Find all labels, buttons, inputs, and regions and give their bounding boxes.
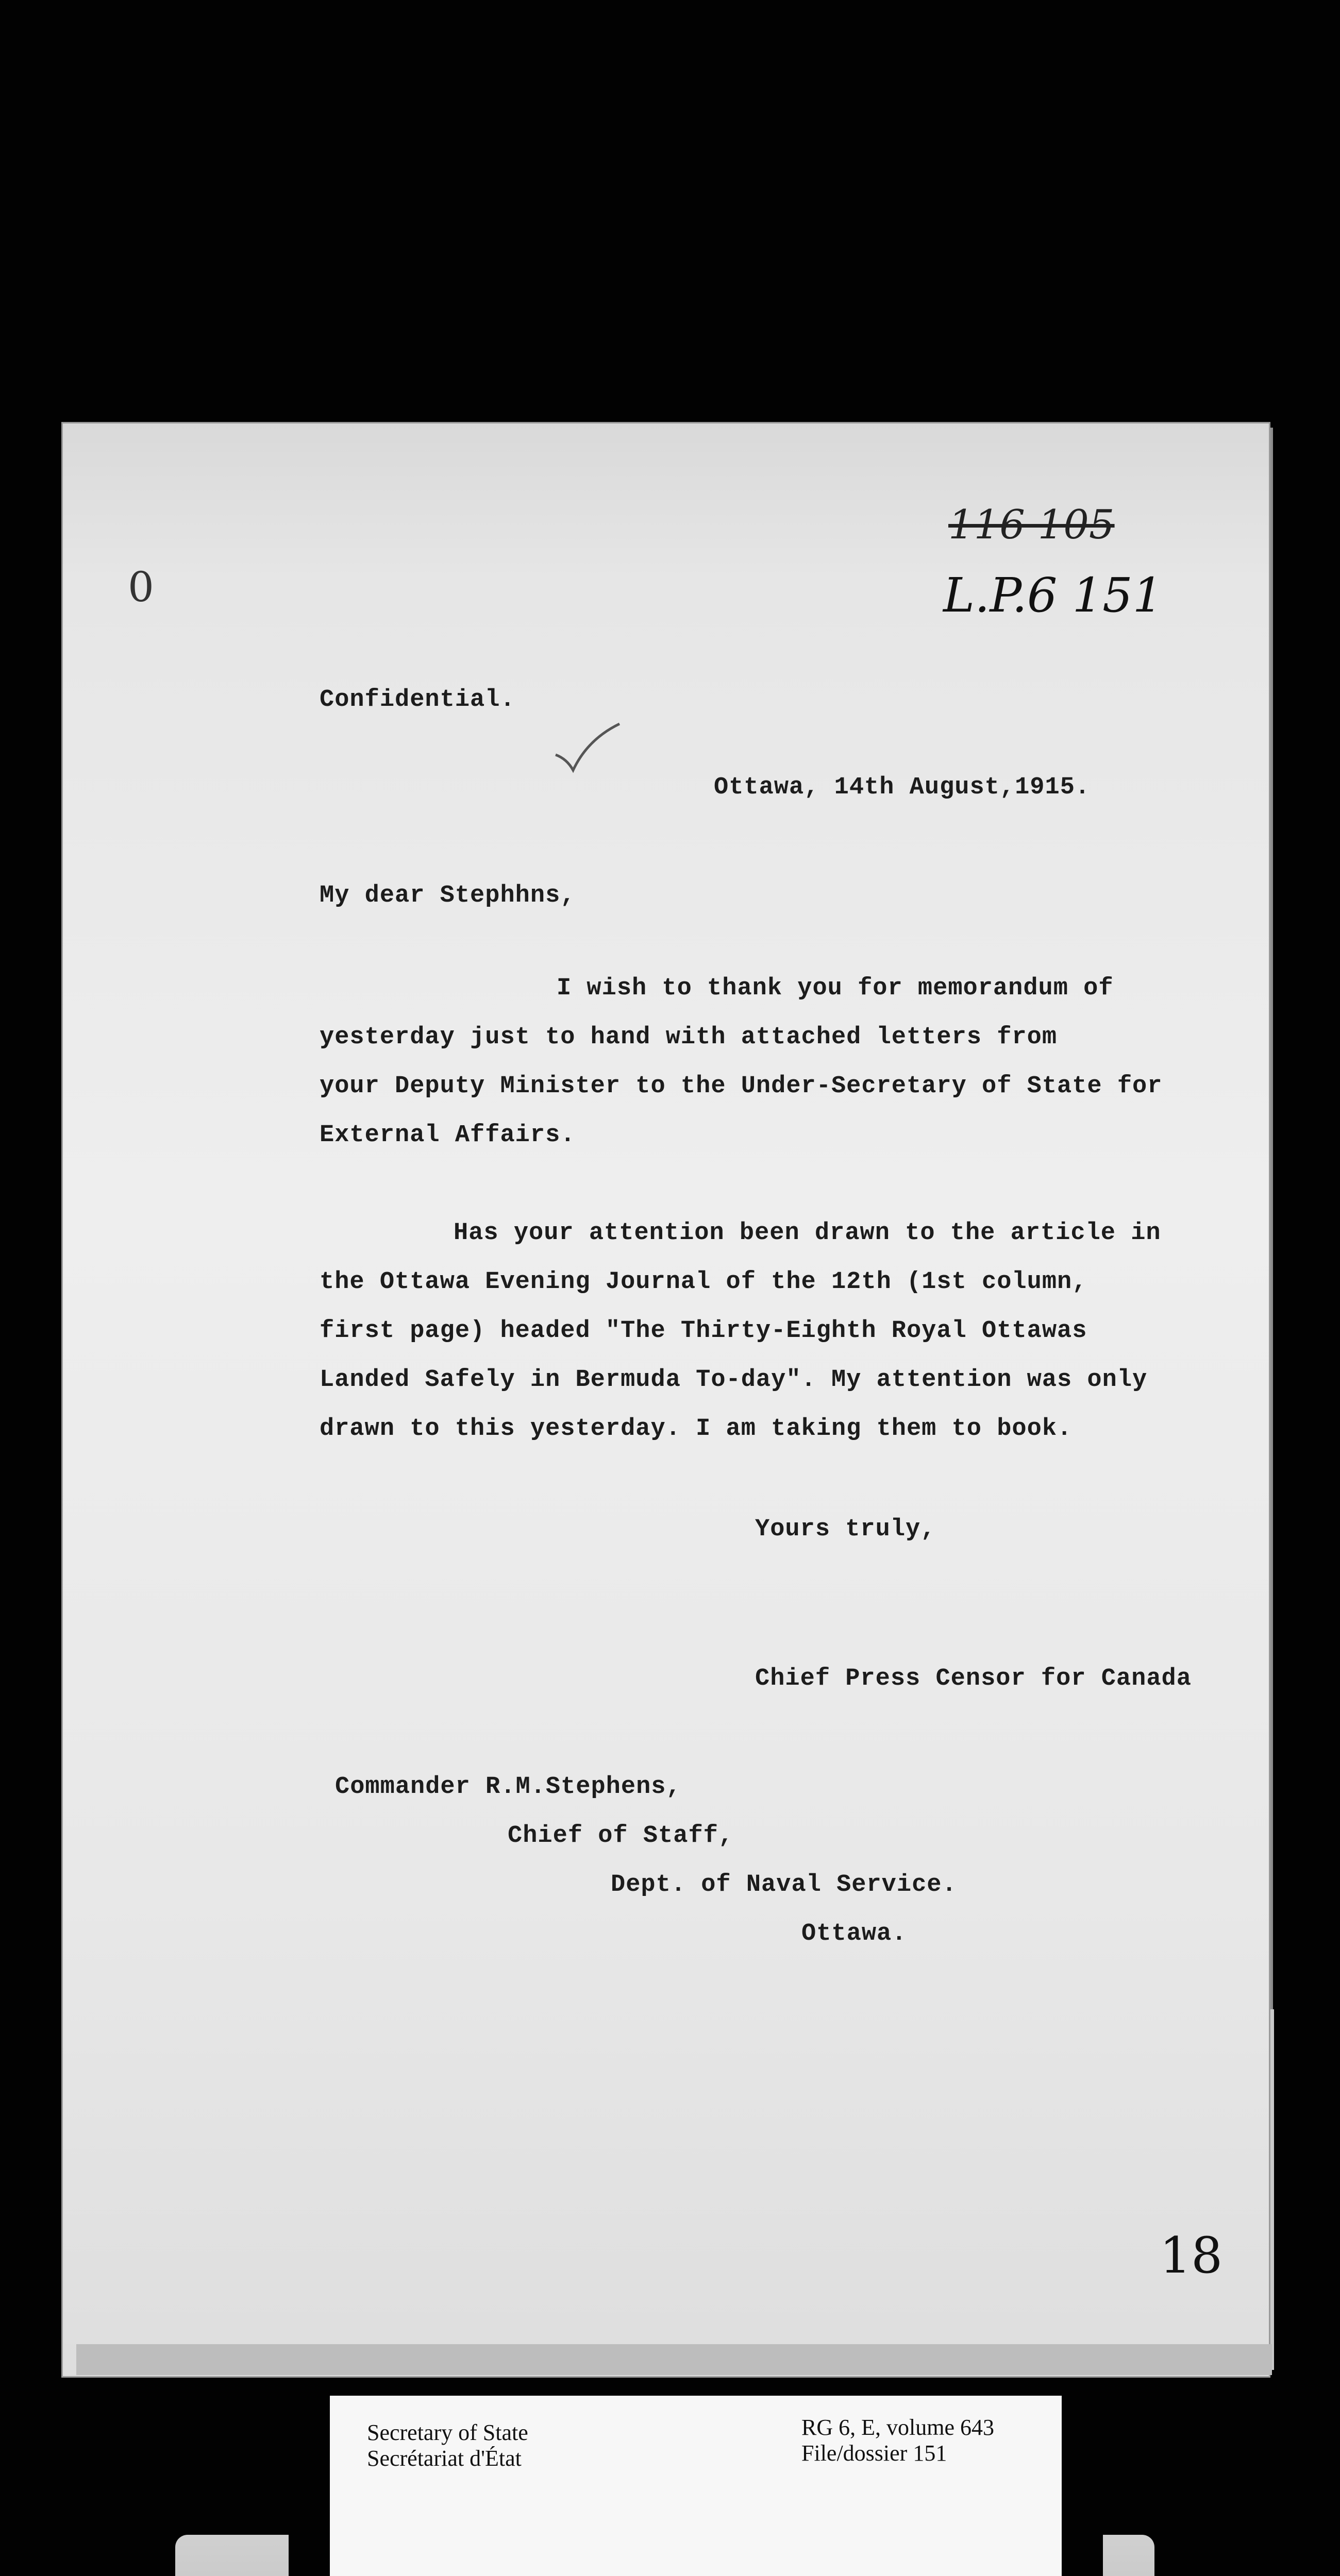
paragraph2-line: the Ottawa Evening Journal of the 12th (1st column,	[320, 1268, 1087, 1296]
paragraph1-line: your Deputy Minister to the Under-Secretary of State for	[320, 1073, 1163, 1100]
paragraph2-line: first page) headed "The Thirty-Eighth Royal Ottawas	[320, 1317, 1087, 1345]
paragraph1-line: yesterday just to hand with attached letters from	[320, 1024, 1058, 1051]
page-number: 18	[1160, 2227, 1223, 2284]
addressee-line: Ottawa.	[801, 1920, 907, 1947]
letter-dateline: Ottawa, 14th August,1915.	[714, 774, 1091, 801]
margin-mark: 0	[128, 563, 154, 611]
addressee-line: Commander R.M.Stephens,	[335, 1773, 681, 1801]
letter-closing: Yours truly,	[755, 1516, 936, 1543]
label-reference: RG 6, E, volume 643	[801, 2415, 994, 2440]
label-file: File/dossier 151	[801, 2441, 947, 2466]
paragraph2-line: drawn to this yesterday. I am taking them to book.	[320, 1415, 1073, 1443]
paragraph2-line: Has your attention been drawn to the article in	[454, 1219, 1161, 1247]
stand-notch	[1057, 2535, 1103, 2576]
signature-title: Chief Press Censor for Canada	[755, 1665, 1192, 1692]
letter-salutation: My dear Stephhns,	[320, 882, 576, 909]
handwritten-file-number: L.P.6 151	[943, 568, 1163, 623]
letter-heading: Confidential.	[320, 686, 515, 714]
pencil-check-mark	[551, 719, 624, 781]
struck-file-number: 116 105	[948, 502, 1115, 548]
stand-notch	[289, 2535, 335, 2576]
addressee-line: Chief of Staff,	[508, 1822, 734, 1850]
paragraph2-line: Landed Safely in Bermuda To-day". My attention was only	[320, 1366, 1148, 1394]
paragraph1-line: I wish to thank you for memorandum of	[557, 975, 1114, 1002]
label-fonds-fr: Secrétariat d'État	[367, 2446, 522, 2471]
paragraph1-line: External Affairs.	[320, 1122, 576, 1149]
addressee-line: Dept. of Naval Service.	[611, 1871, 957, 1899]
letter-page	[63, 423, 1269, 2376]
page-bottom-strip	[76, 2344, 1272, 2375]
label-fonds-en: Secretary of State	[367, 2420, 528, 2445]
